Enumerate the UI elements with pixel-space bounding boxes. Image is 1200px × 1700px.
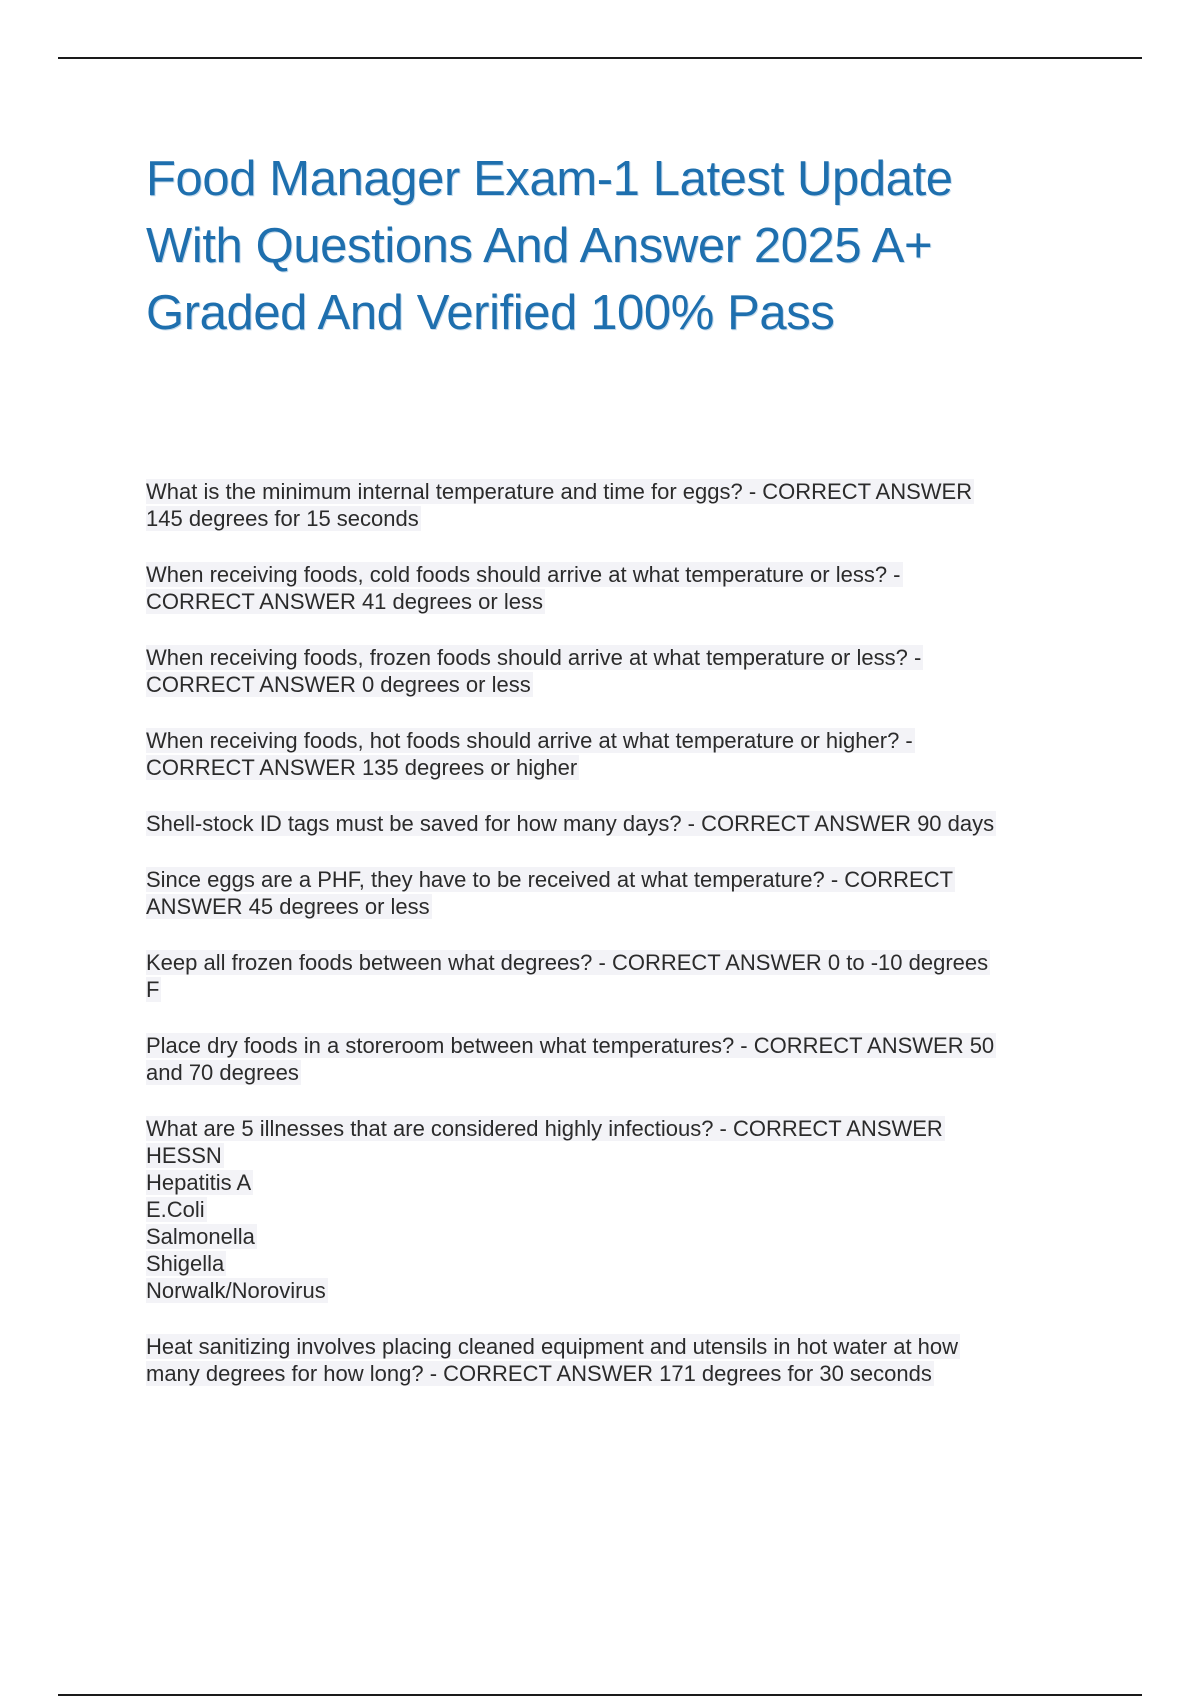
- qa-item-8: [146, 1032, 1086, 1086]
- qa-item-10: [146, 1333, 1086, 1387]
- qa-item-6: [146, 866, 1086, 920]
- qa-line: ANSWER 45 degrees or less: [146, 894, 430, 919]
- title-line: With Questions And Answer 2025 A+: [146, 219, 933, 273]
- qa-line: CORRECT ANSWER 0 degrees or less: [146, 672, 531, 697]
- qa-line: Hepatitis A: [146, 1170, 252, 1195]
- qa-line: 145 degrees for 15 seconds: [146, 506, 419, 531]
- title-line: Food Manager Exam-1 Latest Update: [146, 152, 953, 206]
- qa-item-4: [146, 727, 1086, 781]
- qa-line: and 70 degrees: [146, 1060, 299, 1085]
- qa-item-5: [146, 810, 1086, 837]
- page-title: [146, 146, 1106, 347]
- qa-line: What is the minimum internal temperature and time for eggs? - CORRECT ANSWER: [146, 479, 973, 504]
- qa-item-2: [146, 561, 1086, 615]
- qa-line: HESSN: [146, 1143, 222, 1168]
- qa-line: many degrees for how long? - CORRECT ANSWER 171 degrees for 30 seconds: [146, 1361, 932, 1386]
- qa-line: E.Coli: [146, 1197, 205, 1222]
- top-rule: [58, 57, 1142, 59]
- qa-line: Keep all frozen foods between what degrees? - CORRECT ANSWER 0 to -10 degrees: [146, 950, 989, 975]
- bottom-rule: [58, 1694, 1142, 1696]
- qa-line: CORRECT ANSWER 41 degrees or less: [146, 589, 543, 614]
- qa-list: [146, 478, 1086, 1416]
- qa-line: Shell-stock ID tags must be saved for how many days? - CORRECT ANSWER 90 days: [146, 811, 995, 836]
- qa-item-1: [146, 478, 1086, 532]
- qa-line: When receiving foods, hot foods should arrive at what temperature or higher? -: [146, 728, 913, 753]
- qa-item-9: [146, 1115, 1086, 1304]
- qa-line: Place dry foods in a storeroom between what temperatures? - CORRECT ANSWER 50: [146, 1033, 995, 1058]
- qa-line: CORRECT ANSWER 135 degrees or higher: [146, 755, 578, 780]
- qa-line: Shigella: [146, 1251, 225, 1276]
- qa-line: Salmonella: [146, 1224, 255, 1249]
- qa-line: When receiving foods, frozen foods should arrive at what temperature or less? -: [146, 645, 922, 670]
- qa-item-7: [146, 949, 1086, 1003]
- qa-line: What are 5 illnesses that are considered highly infectious? - CORRECT ANSWER: [146, 1116, 943, 1141]
- qa-line: Norwalk/Norovirus: [146, 1278, 326, 1303]
- qa-line: Since eggs are a PHF, they have to be received at what temperature? - CORRECT: [146, 867, 954, 892]
- title-line: Graded And Verified 100% Pass: [146, 286, 835, 340]
- qa-line: When receiving foods, cold foods should arrive at what temperature or less? -: [146, 562, 901, 587]
- qa-item-3: [146, 644, 1086, 698]
- qa-line: Heat sanitizing involves placing cleaned equipment and utensils in hot water at how: [146, 1334, 959, 1359]
- qa-line: F: [146, 977, 160, 1002]
